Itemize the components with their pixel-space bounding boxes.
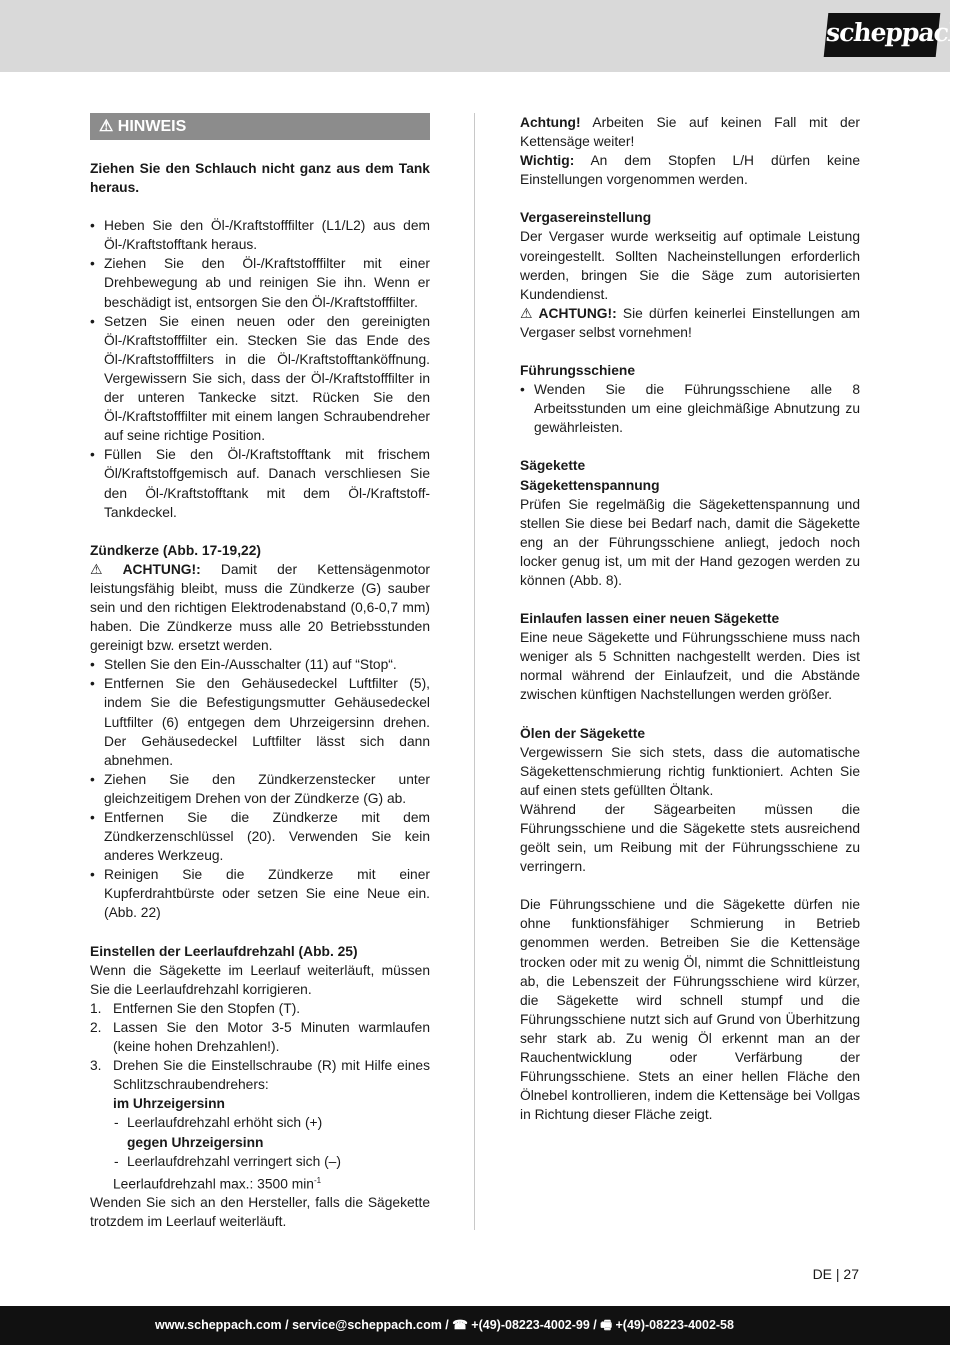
chain-tension-text: Prüfen Sie regelmäßig die Sägekettenspannung und stellen Sie diese bei Bedarf nach, damit die Sägekette eng an der Führungsschiene anliegt, jedoch noch locker genug ist, um mit der Hand gezogen werden zu können (Abb. 8). — [520, 496, 860, 588]
carburetor-text: Der Vergaser wurde werkseitig auf optimale Leistung voreingestellt. Sollten Nacheinstellungen erforderlich werden, bringen Sie die Säge zum autorisierten Kundendienst. — [520, 229, 860, 302]
max-idle-speed: Leerlaufdrehzahl max.: 3500 $\min^{-1}$ — [113, 1175, 322, 1192]
list-item: 1. Entfernen Sie den Stopfen (T). — [90, 1000, 301, 1016]
warning-label: ACHTUNG!: — [122, 561, 201, 577]
idle-speed-steps — [90, 999, 430, 1094]
important-note: Wichtig: An dem Stopfen L/H dürfen keine Einstellungen vorgenommen werden. — [520, 153, 860, 188]
chain-oiling-text: Vergewissern Sie sich stets, dass die automatische Sägekettenschmierung richtig funktioniert. Achten Sie auf einen stets gefüllten Öltank. — [520, 744, 860, 798]
spark-plug-heading: Zündkerze (Abb. 17-19,22) — [90, 542, 261, 558]
page-header — [0, 0, 967, 72]
footer-bar — [0, 1306, 950, 1345]
chain-tension-heading: Sägekettenspannung — [520, 477, 660, 493]
run-in-heading: Einlaufen lassen einer neuen Sägekette — [520, 611, 780, 627]
list-item: • Entfernen Sie die Zündkerze mit dem Zündkerzenschlüssel (20). Verwenden Sie kein anderes Werkzeug. — [90, 808, 430, 865]
list-item: • Entfernen Sie den Gehäusedeckel Luftfilter (5), indem Sie die Befestigungsmutter Gehäusedeckel Luftfilter (6) entgegen dem Uhrzeigersinn drehen. Der Gehäusedeckel Luftfilter lässt sich dann abnehmen. — [90, 674, 430, 769]
page-number: DE | 27 — [812, 1266, 859, 1282]
notice-title: HINWEIS — [117, 118, 187, 135]
list-item: • Reinigen Sie die Zündkerze mit einer Kupferdrahtbürste oder setzen Sie eine Neue ein. (Abb. 22) — [90, 865, 430, 922]
filter-steps — [90, 216, 430, 522]
spark-plug-warning — [90, 560, 430, 655]
brand-logo: scheppach — [824, 13, 941, 57]
idle-speed-heading: Einstellen der Leerlaufdrehzahl (Abb. 25) — [90, 943, 358, 959]
carburetor-warning: ⚠ ACHTUNG!: Sie dürfen keinerlei Einstellungen am Vergaser selbst vornehmen! — [520, 305, 860, 340]
right-column — [520, 113, 860, 1124]
chain-oiling-heading: Ölen der Sägekette — [520, 725, 645, 741]
list-item: • Ziehen Sie den Öl-/Kraftstofffilter mit einer Drehbewegung ab und reinigen Sie ihn. Wenn er beschädigt ist, entsorgen Sie den Öl-/Kraftstofffilter. — [90, 254, 430, 311]
guide-bar-heading: Führungsschiene — [520, 363, 635, 379]
list-item: • Füllen Sie den Öl-/Kraftstofftank mit frischem Öl/Kraftstoffgemisch auf. Danach verschliesen Sie den Öl-/Kraftstofftank mit dem Öl-/Kraftstoff-Tankdeckel. — [90, 445, 430, 521]
counterclockwise-label: gegen Uhrzeigersinn — [127, 1134, 264, 1150]
warning-triangle-icon: ⚠ — [99, 118, 114, 135]
warning-triangle-icon: ⚠ — [520, 305, 533, 321]
warning-triangle-icon: ⚠ — [90, 561, 103, 577]
contact-info: www.scheppach.com / service@scheppach.com / ☎ +(49)-08223-4002-99 / 🖷 +(49)-08223-4002-58 — [155, 1318, 734, 1332]
idle-speed-intro: Wenn die Sägekette im Leerlauf weiterläuft, müssen Sie die Leerlaufdrehzahl korrigieren. — [90, 962, 430, 997]
guide-bar-steps — [520, 380, 860, 437]
list-item: • Setzen Sie einen neuen oder den gereinigten Öl-/Kraftstofffilter ein. Stecken Sie das Ende des Öl-/Kraftstofffilters in die Öl-/Kraftstofftanköffnung. Vergewissern Sie sich, dass der Öl-/Kraftstofffilter in der unteren Tankecke sitzt. Rücken Sie den Öl-/Kraftstofffilter mit einem langen Schraubendreher auf seine richtige Position. — [90, 312, 430, 446]
idle-speed-outro: Wenden Sie sich an den Hersteller, falls die Sägekette trotzdem im Leerlauf weiterläuft. — [90, 1195, 430, 1230]
saw-chain-heading: Sägekette — [520, 458, 586, 474]
counterclockwise-effect: - Leerlaufdrehzahl verringert sich (–) — [90, 1152, 430, 1171]
column-divider — [474, 113, 475, 1230]
notice-box — [90, 113, 430, 140]
list-item: • Wenden Sie die Führungsschiene alle 8 Arbeitsstunden um eine gleichmäßige Abnutzung zu gewährleisten. — [520, 380, 860, 437]
warning-text: Damit der Kettensägenmotor leistungsfähig bleibt, muss die Zündkerze (G) sauber sein und den richtigen Elektrodenabstand (0,6-0,7 mm) haben. Die Zündkerze muss alle 20 Betriebsstunden gereinigt bzw. ersetzt werden. — [90, 561, 430, 654]
notice-text: Ziehen Sie den Schlauch nicht ganz aus dem Tank heraus. — [90, 161, 430, 196]
list-item: • Heben Sie den Öl-/Kraftstofffilter (L1/L2) aus dem Öl-/Kraftstofftank heraus. — [90, 216, 430, 254]
run-in-text: Eine neue Sägekette und Führungsschiene muss nach weniger als 5 Schnitten nachgestellt werden. Dies ist normal während der Einlaufzeit, und die Abstände zwischen künftigen Nachstellungen werden größer. — [520, 630, 860, 703]
clockwise-label: im Uhrzeigersinn — [113, 1096, 225, 1112]
list-item: 2. Lassen Sie den Motor 3-5 Minuten warmlaufen (keine hohen Drehzahlen!). — [90, 1019, 430, 1055]
spark-plug-steps — [90, 655, 430, 922]
clockwise-effect: - Leerlaufdrehzahl erhöht sich (+) — [90, 1113, 430, 1132]
left-column — [90, 113, 430, 1232]
attention-note: Achtung! Arbeiten Sie auf keinen Fall mit der Kettensäge weiter! — [520, 115, 860, 150]
list-item: • Stellen Sie den Ein-/Ausschalter (11) auf “Stop“. — [90, 655, 430, 674]
list-item: • Ziehen Sie den Zündkerzenstecker unter gleichzeitigem Drehen von der Zündkerze (G) ab. — [90, 770, 430, 808]
chain-oiling-text: Während der Sägearbeiten müssen die Führungsschiene und die Sägekette stets ausreichend geölt sein, um Reibung mit der Führungsschiene zu verringern. — [520, 801, 860, 875]
list-item: 3. Drehen Sie die Einstellschraube (R) mit Hilfe eines Schlitzschraubendrehers: — [90, 1058, 430, 1093]
chain-oiling-text: Die Führungsschiene und die Sägekette dürfen nie ohne funktionsfähiger Schmierung in Betrieb genommen werden. Betreiben Sie die Kettensäge trocken oder mit zu wenig Öl, nimmt die Schnittleistung ab, die Lebenszeit der Führungsschiene wird kürzer, die Sägekette wird schnell stumpf und die Führungsschiene nutzt sich auf Grund von Überhitzung sehr stark ab. Zu wenig Öl erkennt man an der Rauchentwicklung oder Verfärbung der Führungsschiene. Stets an einer hellen Fläche den Ölnebel kontrollieren, indem die Kettensäge bei Vollgas in Richtung dieser Fläche zeigt. — [520, 897, 860, 1123]
carburetor-heading: Vergasereinstellung — [520, 210, 652, 226]
